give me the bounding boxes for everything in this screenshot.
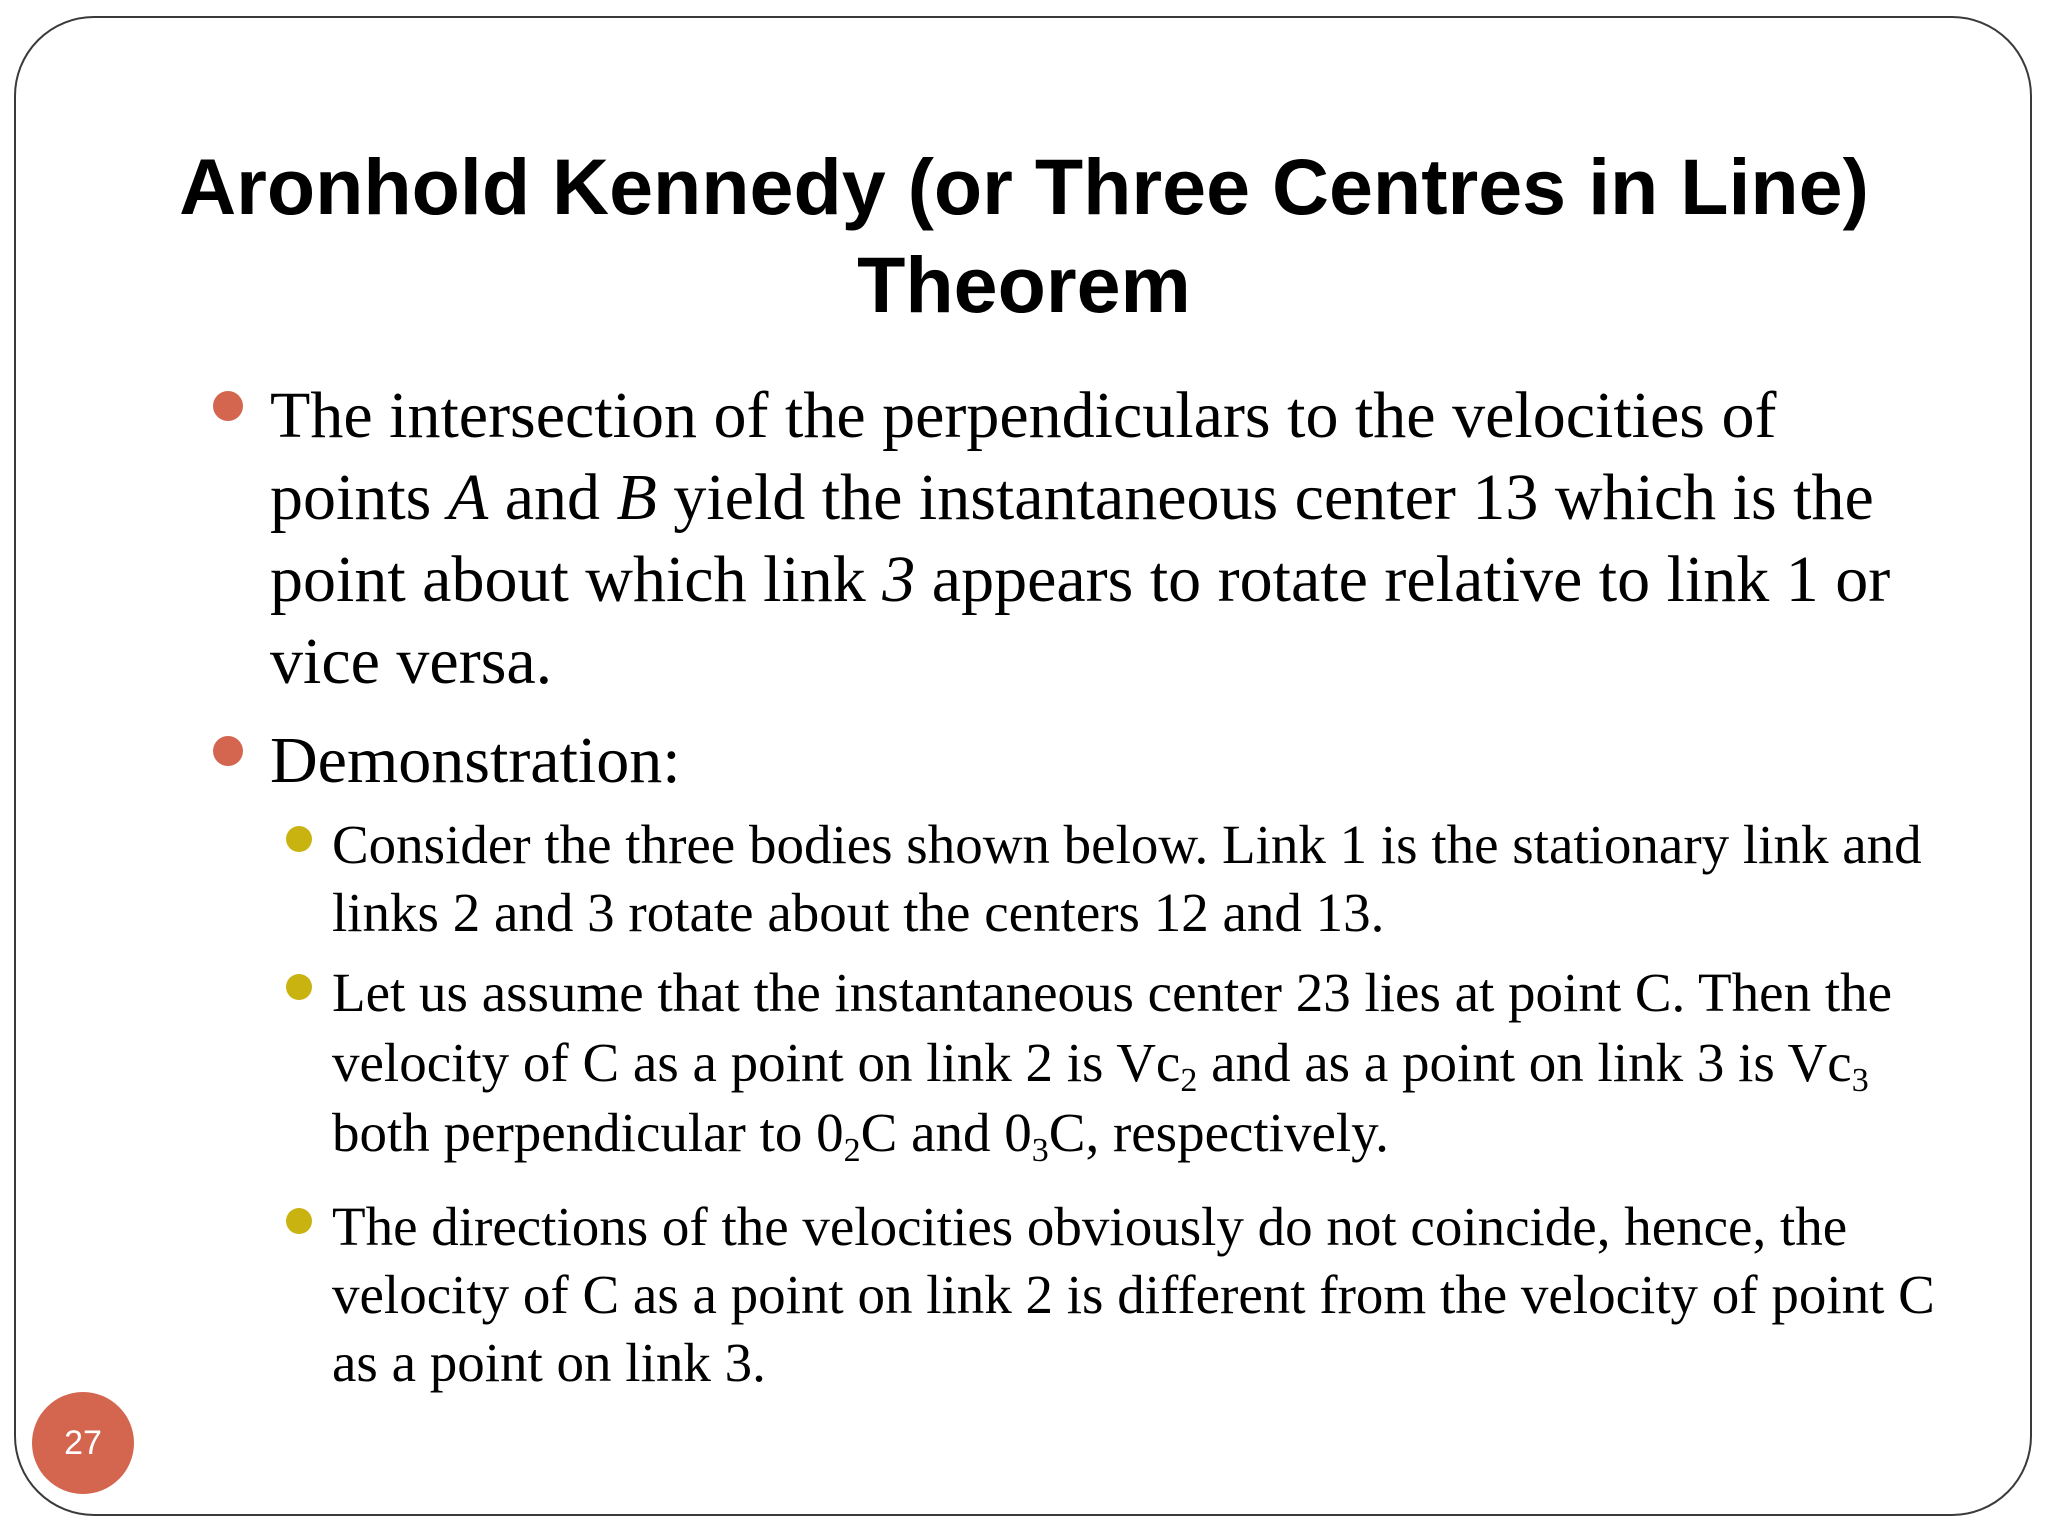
sub-bullet-text: C, respectively. xyxy=(1048,1102,1389,1163)
slide-title xyxy=(100,138,1948,334)
sub-bullet-text: both perpendicular to 0 xyxy=(332,1102,844,1163)
point-a-label: A xyxy=(447,461,489,534)
bullet-intersection xyxy=(270,375,1950,703)
page-number-badge: 27 xyxy=(32,1392,134,1494)
bullet-text: yield the instantaneous center 13 which is the point about which link xyxy=(270,461,1874,616)
link-3-label: 3 xyxy=(882,543,916,616)
subscript: 2 xyxy=(843,1132,861,1169)
subscript: 2 xyxy=(1180,1062,1198,1099)
bullet-text: The intersection of the perpendiculars to the velocities of points xyxy=(270,379,1777,534)
bullet-demonstration: Demonstration: xyxy=(270,724,681,797)
title-line-1: Aronhold Kennedy (or Three Centres in Line) xyxy=(179,142,1869,231)
point-b-label: B xyxy=(616,461,657,534)
sub-bullet-dot-icon xyxy=(286,1208,312,1234)
bullet-text: and xyxy=(488,461,617,534)
subscript: 3 xyxy=(1851,1062,1869,1099)
sub-bullet-dot-icon xyxy=(286,974,312,1000)
sub-bullet-dot-icon xyxy=(286,826,312,852)
title-line-2: Theorem xyxy=(857,240,1191,329)
bullet-text: appears to rotate relative to link 1 or vice versa. xyxy=(270,543,1891,698)
sub-bullet-text: C and 0 xyxy=(860,1102,1032,1163)
bullet-dot-icon xyxy=(213,736,243,766)
sub-bullet-center-23 xyxy=(332,958,1972,1168)
bullet-dot-icon xyxy=(213,391,243,421)
sub-bullet-text: and as a point on link 3 is Vc xyxy=(1197,1032,1852,1093)
subscript: 3 xyxy=(1031,1132,1049,1169)
sub-bullet-text: Let us assume that the instantaneous center 23 lies at point C. Then the velocity of C as a point on link 2 is Vc xyxy=(332,962,1893,1093)
sub-bullet-bodies: Consider the three bodies shown below. Link 1 is the stationary link and links 2 and 3 rotate about the centers 12 and 13. xyxy=(332,814,1922,943)
sub-bullet-directions: The directions of the velocities obviously do not coincide, hence, the velocity of C as a point on link 2 is different from the velocity of point C as a point on link 3. xyxy=(332,1196,1935,1393)
